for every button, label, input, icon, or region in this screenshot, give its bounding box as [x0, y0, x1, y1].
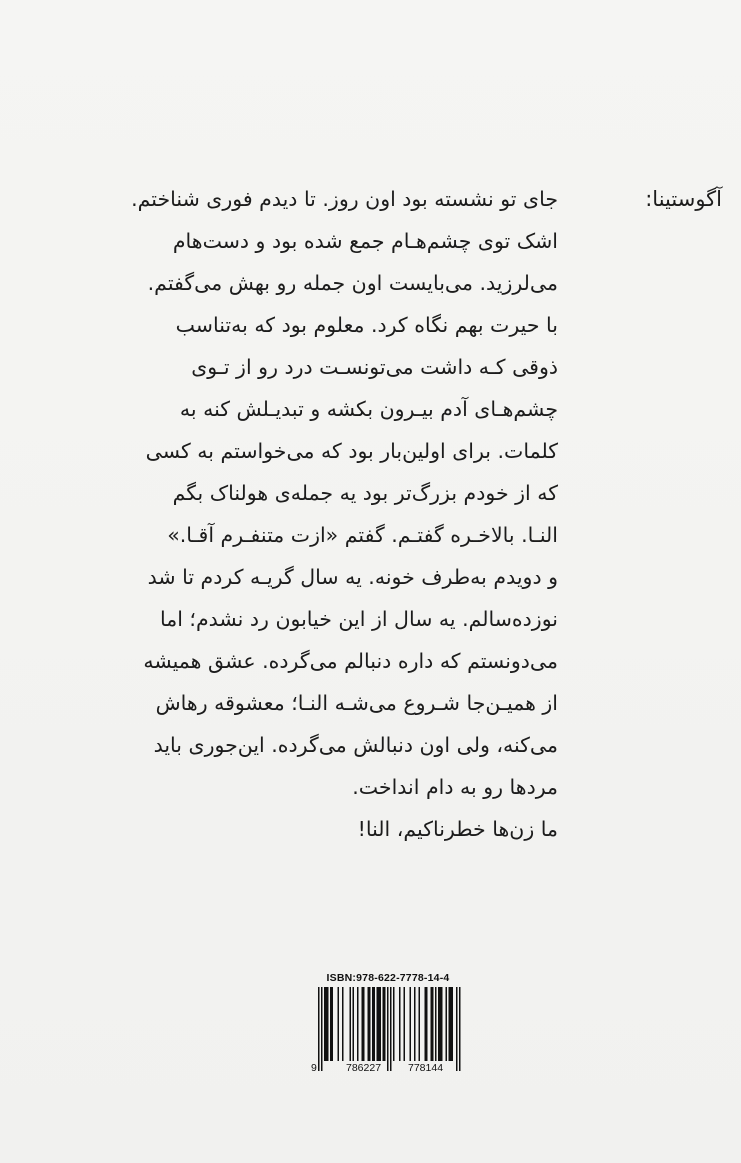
barcode-bar — [350, 987, 352, 1061]
barcode-bar — [410, 987, 412, 1061]
barcode-bar — [449, 987, 451, 1061]
barcode-digits-left: 786227 — [346, 1062, 382, 1074]
barcode-bar — [332, 987, 334, 1061]
barcode-bar — [321, 987, 323, 1071]
barcode-bar — [438, 987, 440, 1061]
barcode-bar — [380, 987, 382, 1061]
text-line: با حیرت بهم نگاه کرد. معلوم بود که به‌تناسب — [175, 313, 558, 337]
barcode-bar — [363, 987, 365, 1061]
barcode-bars — [306, 987, 470, 1077]
text-line: از همیـن‌جا شـروع می‌شـه النـا؛ معشوقه رهاش — [155, 691, 558, 715]
barcode-bar — [456, 987, 458, 1071]
barcode-bar — [390, 987, 392, 1071]
text-line: می‌لرزید. می‌بایست اون جمله رو بهش می‌گفتم. — [147, 271, 558, 295]
barcode-bar — [357, 987, 359, 1061]
barcode-bar — [378, 987, 380, 1061]
barcode-bar — [459, 987, 461, 1071]
text-line: که از خودم بزرگ‌تر بود یه جمله‌ی هولناک بگم — [172, 481, 558, 505]
barcode-bar — [432, 987, 434, 1061]
text-line: نوزده‌سالم. یه سال از این خیابون رد نشدم؛ اما — [159, 607, 558, 631]
barcode-bar — [399, 987, 401, 1061]
barcode-bar — [414, 987, 416, 1061]
barcode-bar — [387, 987, 389, 1071]
barcode-bar — [330, 987, 332, 1061]
barcode-bar — [372, 987, 374, 1061]
barcode-bar — [452, 987, 454, 1061]
text-line: و دویدم به‌طرف خونه. یه سال گریـه کردم تا شد — [147, 565, 558, 589]
barcode-bar — [338, 987, 340, 1061]
barcode-bar — [377, 987, 379, 1061]
barcode-bar — [383, 987, 385, 1061]
barcode-bar — [435, 987, 437, 1061]
barcode-bar — [374, 987, 376, 1061]
barcode-bar — [440, 987, 442, 1061]
text-line: ذوقی کـه داشت می‌تونسـت درد رو از تـوی — [191, 355, 558, 379]
text-line: می‌کنه، ولی اون دنبالش می‌گرده. این‌جوری باید — [153, 733, 558, 757]
speaker-label: آگوستینا: — [645, 187, 722, 211]
barcode-bar — [327, 987, 329, 1061]
barcode-digits-right: 778144 — [408, 1062, 444, 1074]
barcode-bar — [393, 987, 395, 1061]
monologue-text — [131, 178, 558, 850]
barcode-bar — [450, 987, 452, 1061]
text-line: می‌دونستم که داره دنبالم می‌گرده. عشق همیشه — [143, 649, 558, 673]
barcode-bar — [326, 987, 328, 1061]
barcode-bar — [369, 987, 371, 1061]
barcode-bar — [384, 987, 386, 1061]
barcode-bar — [426, 987, 428, 1061]
barcode-bar — [404, 987, 406, 1061]
barcode-bar — [342, 987, 344, 1061]
barcode-bar — [353, 987, 355, 1061]
barcode-bar — [446, 987, 448, 1061]
text-line: اشک توی چشم‌هـام جمع شده بود و دست‌هام — [172, 229, 558, 253]
text-line: کلمات. برای اولین‌بار بود که می‌خواستم به کسی — [145, 439, 558, 463]
barcode-bar — [425, 987, 427, 1061]
barcode-bar — [362, 987, 364, 1061]
text-line: ما زن‌ها خطرناکیم، النا! — [357, 817, 558, 841]
text-line: چشم‌هـای آدم بیـرون بکشه و تبدیـلش کنه به — [179, 397, 558, 421]
barcode-bar — [368, 987, 370, 1061]
barcode-bar — [431, 987, 433, 1061]
text-line: مردها رو به دام انداخت. — [352, 775, 558, 799]
barcode-bar — [318, 987, 320, 1071]
barcode-bar — [441, 987, 443, 1061]
isbn-label: ISBN:978-622-7778-14-4 — [326, 972, 450, 984]
barcode-digit-first: 9 — [311, 1062, 317, 1074]
text-line: جای تو نشسته بود اون روز. تا دیدم فوری شناختم. — [131, 187, 558, 211]
isbn-barcode — [306, 971, 470, 1077]
barcode-bar — [419, 987, 421, 1061]
barcode-bar — [324, 987, 326, 1061]
text-line: النـا. بالاخـره گفتـم. گفتم «ازت متنفـرم آقـا.» — [167, 523, 558, 547]
